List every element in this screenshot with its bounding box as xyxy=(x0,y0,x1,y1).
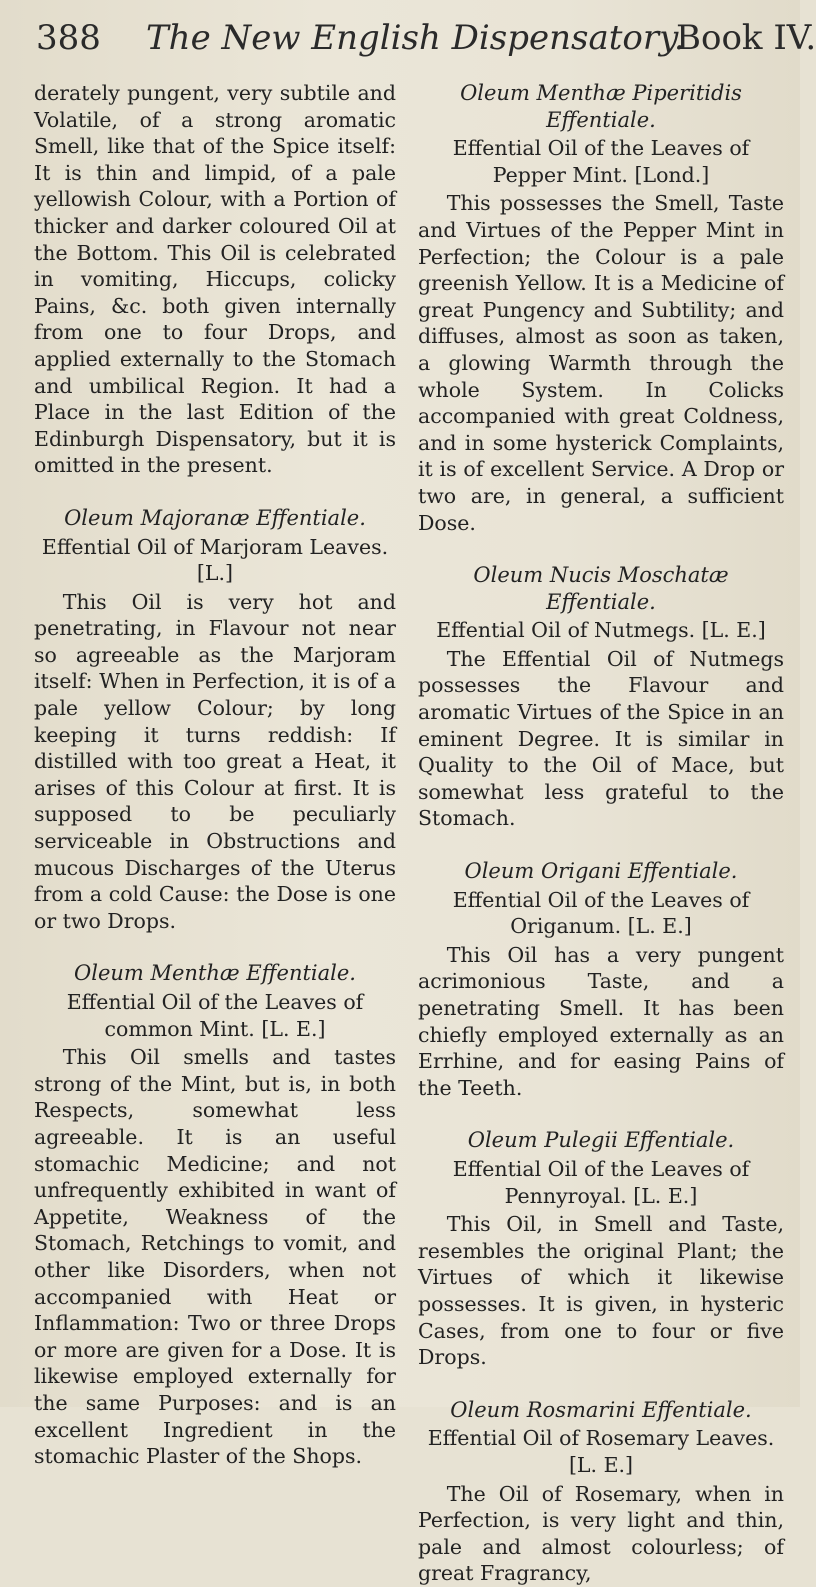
entry-body: This Oil, in Smell and Taste, resembles the original Plant; the Virtues of which it likewise possesses. It is given, in hysteric Cases, from one to four or five Drops. xyxy=(418,1212,784,1370)
entry-subtitle: Effential Oil of the Leaves of Pepper Mint. [Lond.] xyxy=(452,136,750,187)
entry-subtitle: Effential Oil of the Leaves of Pennyroyal. [L. E.] xyxy=(452,1156,750,1208)
entry-subtitle: Effential Oil of the Leaves of common Mint. [L. E.] xyxy=(66,990,364,1041)
running-title: The New English Dispensatory. xyxy=(146,18,685,58)
entry-body: This Oil is very hot and penetrating, in Flavour not near so agreeable as the Marjoram itself: When in Perfection, it is of a pale yellow Colour; by long keeping it turns reddish: If distilled with too great a Heat, it arises of this Colour at first. It is supposed to be peculiarly serviceable in Obstructions and mucous Discharges of the Uterus from a cold Cause: the Dose is one or two Drops. xyxy=(34,589,396,933)
entry-body: This Oil smells and tastes strong of the Mint, but is, in both Respects, somewhat less agreeable. It is an useful stomachic Medicine; and not unfrequently exhibited in want of Appetite, Weakness of the Stomach, Retchings to vomit, and other like Disorders, when not accompanied with Heat or Inflammation: Two or three Drops or more are given for a Dose. It is likewise employed externally for the same Purposes: and is an excellent Ingredient in the stomachic Plaster of the Shops. xyxy=(34,1045,396,1469)
entry-body: The Effential Oil of Nutmegs possesses the Flavour and aromatic Virtues of the Spice in an eminent Degree. It is similar in Quality to the Oil of Mace, but somewhat less grateful to the Stomach. xyxy=(418,646,784,831)
entry-subtitle: Effential Oil of Marjoram Leaves. [L.] xyxy=(41,534,389,586)
book-label: Book IV. xyxy=(676,18,816,58)
entry-title: Oleum Menthæ Piperitidis Effentiale. xyxy=(460,81,742,132)
entry-title: Oleum Rosmarini Effentiale. xyxy=(450,1397,752,1422)
entry-subtitle: Effential Oil of Rosemary Leaves. [L. E.] xyxy=(427,1426,775,1477)
right-column xyxy=(418,80,784,1587)
entry-title: Oleum Menthæ Effentiale. xyxy=(74,961,356,986)
entry-body: This Oil has a very pungent acrimonious Taste, and a penetrating Smell. It has been chiefly employed externally as an Errhine, and for easing Pains of the Teeth. xyxy=(418,942,784,1100)
entry-title: Oleum Nucis Moschatæ Effentiale. xyxy=(473,563,729,614)
entry-body: This possesses the Smell, Taste and Virtues of the Pepper Mint in Perfection; the Colour is a pale greenish Yellow. It is a Medicine of great Pungency and Subtility; and diffuses, almost as soon as taken, a glowing Warmth through the whole System. In Colicks accompanied with great Coldness, and in some hysterick Complaints, it is of excellent Service. A Drop or two are, in general, a sufficient Dose. xyxy=(418,191,784,535)
continued-paragraph: derately pungent, very subtile and Volatile, of a strong aromatic Smell, like that of the Spice itself: It is thin and limpid, of a pale yellowish Colour, with a Portion of thicker and darker coloured Oil at the Bottom. This Oil is celebrated in vomiting, Hiccups, colicky Pains, &c. both given internally from one to four Drops, and applied externally to the Stomach and umbilical Region. It had a Place in the last Edition of the Edinburgh Dispensatory, but it is omitted in the present. xyxy=(34,81,396,478)
page-number: 388 xyxy=(36,18,101,58)
entry-title: Oleum Pulegii Effentiale. xyxy=(467,1128,735,1153)
entry-title: Oleum Majoranæ Effentiale. xyxy=(64,505,366,530)
entry-body: The Oil of Rosemary, when in Perfection, is very light and thin, pale and almost colourless; of great Fragrancy, xyxy=(418,1481,784,1586)
entry-title: Oleum Origani Effentiale. xyxy=(464,859,738,884)
entry-subtitle: Effential Oil of the Leaves of Origanum. [L. E.] xyxy=(452,887,750,939)
left-column xyxy=(34,80,396,1470)
running-header xyxy=(36,12,816,64)
entry-subtitle: Effential Oil of Nutmegs. [L. E.] xyxy=(436,618,766,643)
